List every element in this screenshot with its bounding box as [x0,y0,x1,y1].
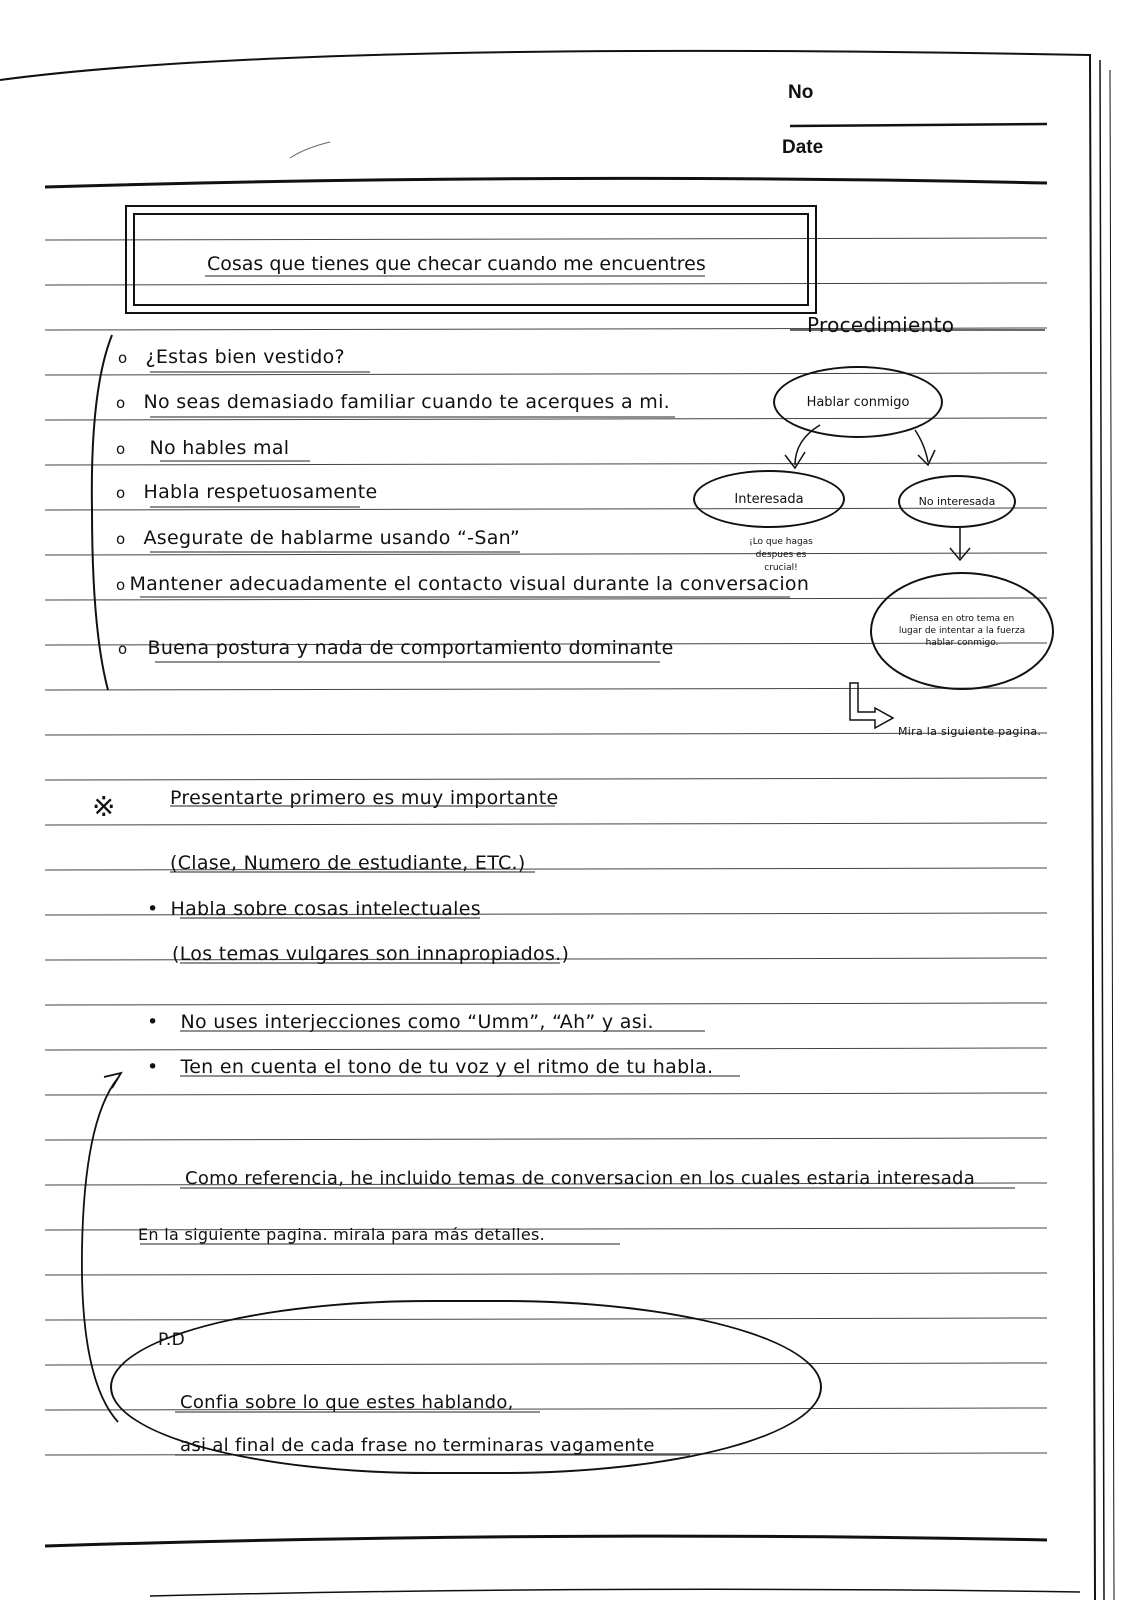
circle-bullet-icon: o [116,484,126,502]
dot-bullet-icon: • [147,1056,159,1078]
flow-node-interested [693,470,845,528]
flowchart-title: Procedimiento [807,313,955,337]
checklist-item-text: Habla respetuosamente [143,481,378,503]
checklist-item [116,437,289,459]
checklist-item [116,573,809,595]
flow-node-interested-text: Interesada [734,491,804,507]
tip-text: Habla sobre cosas intelectuales [170,898,481,920]
checklist-item-text: Mantener adecuadamente el contacto visual durante la conversacion [129,573,810,595]
page-title: Cosas que tienes que checar cuando me encuentres [207,253,706,275]
interested-note: ¡Lo que hagas despues es crucial! [749,537,813,573]
checklist-item [118,637,674,659]
next-page-note: Mira la siguiente pagina. [898,725,1042,738]
date-label: Date [782,137,824,158]
checklist-item-text: ¿Estas bien vestido? [145,346,345,368]
dot-bullet-icon: • [147,898,159,920]
flow-node-result-text: Piensa en otro tema en lugar de intentar a la fuerza hablar conmigo. [898,614,1026,648]
tip-item [147,898,481,920]
reference-mark-icon: ※ [92,790,116,823]
reference-line: Como referencia, he incluido temas de conversacion en los cuales estaria interesada [185,1168,976,1189]
checklist-item-text: No hables mal [149,437,290,459]
checklist-item [116,527,520,549]
tip-item [172,943,569,965]
flow-node-start [773,366,943,438]
tip-text: (Los temas vulgares son innapropiados.) [172,943,570,965]
circle-bullet-icon: o [116,576,126,594]
flow-node-not-interested [898,475,1016,528]
checklist-item-text: Buena postura y nada de comportamiento dominante [147,637,674,659]
checklist-item-text: Asegurate de hablarme usando “-San” [143,527,521,549]
ps-line: asi al final de cada frase no terminaras vagamente [180,1435,655,1456]
dot-bullet-icon: • [147,1011,159,1033]
tip-text: No uses interjecciones como “Umm”, “Ah” y asi. [180,1011,654,1033]
important-line: Presentarte primero es muy importante [170,787,559,809]
checklist-item [116,391,670,413]
checklist-item [118,346,345,368]
ps-label: P.D [158,1330,185,1350]
circle-bullet-icon: o [118,640,128,658]
no-label: No [788,82,814,103]
circle-bullet-icon: o [116,440,126,458]
flow-node-result [870,572,1054,690]
circle-bullet-icon: o [116,530,126,548]
circle-bullet-icon: o [118,349,128,367]
reference-line: En la siguiente pagina. mirala para más detalles. [138,1225,545,1244]
important-line: (Clase, Numero de estudiante, ETC.) [170,852,526,874]
flow-node-start-text: Hablar conmigo [806,394,910,410]
checklist-item [116,481,378,503]
checklist-item-text: No seas demasiado familiar cuando te acerques a mi. [143,391,671,413]
flow-node-not-interested-text: No interesada [918,495,996,508]
tip-text: Ten en cuenta el tono de tu voz y el ritmo de tu habla. [180,1056,714,1078]
tip-item [147,1056,713,1078]
title-box [133,213,809,306]
circle-bullet-icon: o [116,394,126,412]
ps-line: Confia sobre lo que estes hablando, [180,1392,514,1413]
tip-item [147,1011,654,1033]
